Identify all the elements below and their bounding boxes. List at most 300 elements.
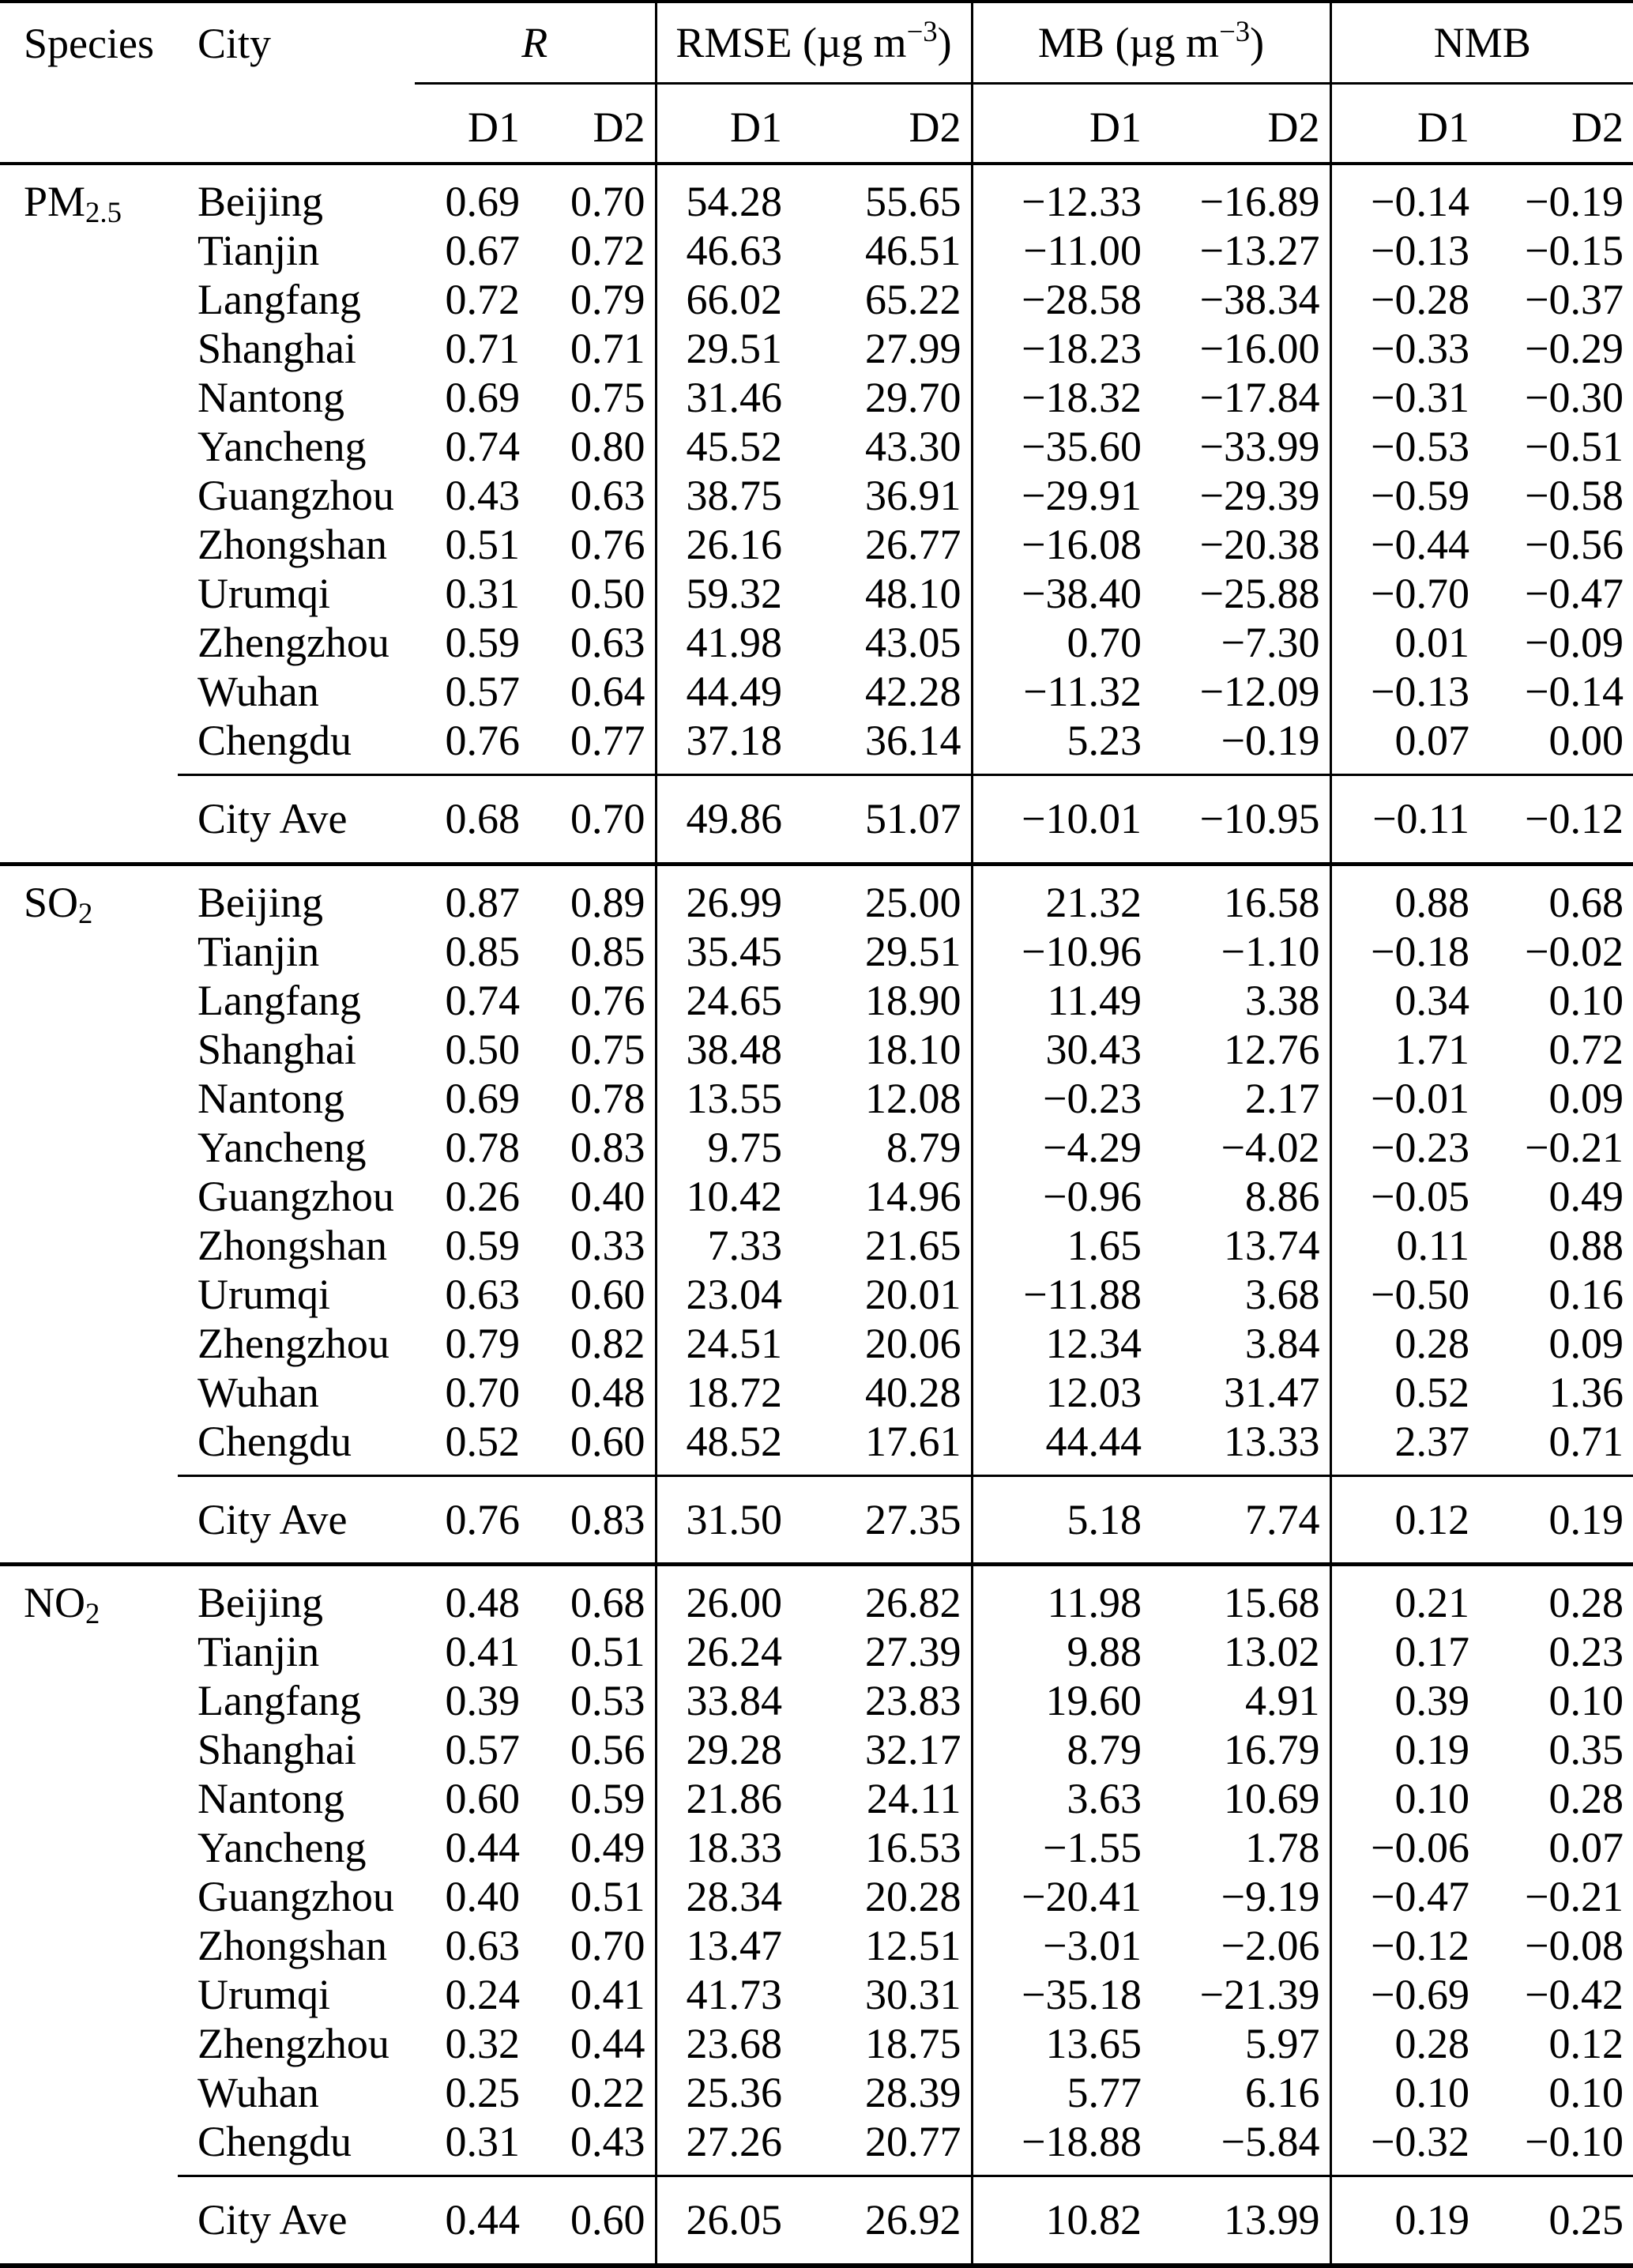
city-cell: Chengdu — [198, 1417, 352, 1465]
value-cell: 0.76 — [570, 976, 645, 1024]
table-row — [0, 275, 1633, 324]
value-cell: 35.45 — [656, 927, 792, 976]
average-value-cell: 51.07 — [792, 775, 972, 865]
value-cell: 3.84 — [1245, 1319, 1320, 1367]
value-cell: −21.39 — [1199, 1971, 1320, 2018]
value-cell: −0.59 — [1330, 471, 1479, 520]
species-subscript: 2 — [78, 896, 93, 929]
value-cell: 0.44 — [570, 2020, 645, 2067]
value-cell: 0.48 — [445, 1579, 520, 1626]
value-cell: 0.17 — [1330, 1627, 1479, 1676]
city-cell: Zhengzhou — [198, 619, 389, 666]
value-cell: −9.19 — [1221, 1873, 1320, 1920]
city-average-row — [0, 775, 1633, 865]
value-cell: 0.01 — [1330, 618, 1479, 667]
value-cell: 0.85 — [445, 927, 520, 975]
species-name: $PM_{2.5}$ — [24, 178, 122, 229]
value-cell: 0.72 — [445, 276, 520, 323]
value-cell: −0.53 — [1330, 422, 1479, 471]
value-cell: 0.69 — [445, 1074, 520, 1122]
average-value-cell: 5.18 — [972, 1475, 1151, 1565]
value-cell: 0.85 — [570, 927, 645, 975]
value-cell: 13.02 — [1224, 1628, 1320, 1675]
value-cell: −5.84 — [1221, 2118, 1320, 2165]
value-cell: 11.98 — [972, 1565, 1151, 1628]
value-cell: 0.44 — [445, 1824, 520, 1871]
value-cell: 0.16 — [1548, 1270, 1624, 1318]
value-cell: 0.70 — [570, 1922, 645, 1969]
value-cell: 0.70 — [445, 1368, 520, 1416]
value-cell: −0.14 — [1330, 164, 1479, 226]
value-cell: 0.49 — [1548, 1172, 1624, 1220]
value-cell: 24.51 — [656, 1319, 792, 1368]
value-cell: −3.01 — [972, 1921, 1151, 1970]
table-row — [0, 927, 1633, 976]
value-cell: 0.71 — [1548, 1417, 1624, 1465]
value-cell: 31.46 — [656, 373, 792, 422]
value-cell: 23.83 — [865, 1677, 961, 1724]
value-cell: −35.18 — [972, 1970, 1151, 2019]
header-sub-nmb-d1: D1 — [1330, 84, 1479, 164]
value-cell: 66.02 — [656, 275, 792, 324]
table-row — [0, 1627, 1633, 1676]
city-average-label: City Ave — [178, 775, 415, 865]
value-cell: 0.34 — [1330, 976, 1479, 1025]
table-row — [0, 324, 1633, 373]
value-cell: 0.22 — [570, 2069, 645, 2116]
city-cell: Guangzhou — [198, 472, 394, 519]
species-subscript: 2 — [85, 1597, 100, 1630]
table-header — [0, 2, 1633, 164]
value-cell: 12.34 — [972, 1319, 1151, 1368]
city-average-row — [0, 2176, 1633, 2266]
value-cell: 0.51 — [570, 1873, 645, 1920]
table-row — [0, 667, 1633, 716]
value-cell: 0.74 — [445, 976, 520, 1024]
value-cell: −18.32 — [972, 373, 1151, 422]
value-cell: 0.10 — [1330, 2068, 1479, 2117]
value-cell: 0.77 — [570, 717, 645, 764]
average-value-cell: 7.74 — [1151, 1475, 1330, 1565]
value-cell: 20.28 — [865, 1873, 961, 1920]
table-row — [0, 1270, 1633, 1319]
value-cell: 36.91 — [865, 472, 961, 519]
header-spacer-species — [0, 84, 178, 164]
value-cell: 0.40 — [570, 1172, 645, 1220]
value-cell: −29.39 — [1199, 472, 1320, 519]
species-label — [0, 864, 178, 1475]
city-cell: Tianjin — [198, 1628, 320, 1675]
city-cell: Langfang — [198, 276, 361, 323]
average-value-cell: 0.60 — [529, 2176, 656, 2266]
average-value-cell: −0.12 — [1479, 775, 1633, 865]
table-row — [0, 569, 1633, 618]
value-cell: 3.68 — [1245, 1270, 1320, 1318]
value-cell: −10.96 — [972, 927, 1151, 976]
value-cell: 0.43 — [570, 2118, 645, 2165]
value-cell: 15.68 — [1224, 1579, 1320, 1626]
header-species-label: Species — [24, 19, 154, 67]
value-cell: 0.35 — [1548, 1726, 1624, 1773]
city-average-row — [0, 1475, 1633, 1565]
value-cell: −0.32 — [1330, 2117, 1479, 2176]
value-cell: 10.42 — [656, 1172, 792, 1221]
value-cell: 0.52 — [1330, 1368, 1479, 1417]
table-row — [0, 716, 1633, 775]
city-cell: Wuhan — [198, 668, 319, 715]
city-cell: Tianjin — [198, 927, 320, 975]
value-cell: 0.23 — [1548, 1628, 1624, 1675]
header-sub-mb-d1: D1 — [972, 84, 1151, 164]
value-cell: 9.75 — [656, 1123, 792, 1172]
value-cell: −0.18 — [1330, 927, 1479, 976]
value-cell: 0.28 — [1548, 1775, 1624, 1822]
table-row — [0, 1221, 1633, 1270]
value-cell: −38.34 — [1199, 276, 1320, 323]
value-cell: 0.79 — [445, 1319, 520, 1367]
species-spacer — [0, 775, 178, 865]
average-value-cell: 0.19 — [1479, 1475, 1633, 1565]
value-cell: −4.29 — [972, 1123, 1151, 1172]
city-cell: Zhengzhou — [198, 1319, 389, 1367]
value-cell: 8.79 — [886, 1123, 961, 1171]
value-cell: −0.33 — [1330, 324, 1479, 373]
value-cell: 1.78 — [1245, 1824, 1320, 1871]
header-sub-r-d1: D1 — [415, 84, 529, 164]
value-cell: −0.47 — [1525, 570, 1624, 617]
value-cell: −16.08 — [972, 520, 1151, 569]
value-cell: 18.90 — [865, 976, 961, 1024]
value-cell: 0.24 — [445, 1971, 520, 2018]
value-cell: 13.47 — [656, 1921, 792, 1970]
table-row — [0, 1368, 1633, 1417]
value-cell: 0.60 — [445, 1775, 520, 1822]
value-cell: 0.26 — [445, 1172, 520, 1220]
table-row — [0, 373, 1633, 422]
species-spacer — [0, 1475, 178, 1565]
value-cell: 29.28 — [656, 1725, 792, 1774]
value-cell: 0.31 — [445, 570, 520, 617]
value-cell: −0.96 — [972, 1172, 1151, 1221]
value-cell: 0.88 — [1548, 1221, 1624, 1269]
value-cell: 0.63 — [445, 1270, 520, 1318]
value-cell: 65.22 — [865, 276, 961, 323]
city-cell: Chengdu — [198, 717, 352, 764]
unit-exponent: −3 — [1219, 14, 1251, 47]
average-value-cell: −0.11 — [1330, 775, 1479, 865]
table-row — [0, 471, 1633, 520]
header-sub-rmse-d1: D1 — [656, 84, 792, 164]
value-cell: 13.65 — [972, 2019, 1151, 2068]
city-cell: Shanghai — [198, 325, 356, 372]
table-row — [0, 422, 1633, 471]
value-cell: −0.50 — [1330, 1270, 1479, 1319]
value-cell: 45.52 — [656, 422, 792, 471]
value-cell: 0.25 — [445, 2069, 520, 2116]
city-cell: Yancheng — [198, 1123, 367, 1171]
value-cell: 44.44 — [972, 1417, 1151, 1476]
value-cell: 23.04 — [656, 1270, 792, 1319]
table-row — [0, 2068, 1633, 2117]
table-row — [0, 1872, 1633, 1921]
value-cell: 27.99 — [865, 325, 961, 372]
value-cell: −0.28 — [1330, 275, 1479, 324]
value-cell: −0.31 — [1330, 373, 1479, 422]
city-cell: Nantong — [198, 374, 344, 421]
table-row — [0, 1074, 1633, 1123]
value-cell: 0.89 — [570, 878, 645, 926]
value-cell: 1.36 — [1548, 1368, 1624, 1416]
value-cell: −0.29 — [1525, 325, 1624, 372]
value-cell: 0.28 — [1548, 1579, 1624, 1626]
value-cell: −18.23 — [972, 324, 1151, 373]
value-cell: 13.55 — [656, 1074, 792, 1123]
value-cell: 30.43 — [972, 1025, 1151, 1074]
city-cell: Zhengzhou — [198, 2020, 389, 2067]
average-value-cell: 26.92 — [792, 2176, 972, 2266]
value-cell: 0.39 — [1330, 1676, 1479, 1725]
value-cell: −17.84 — [1199, 374, 1320, 421]
value-cell: −28.58 — [972, 275, 1151, 324]
value-cell: 17.61 — [865, 1417, 961, 1465]
value-cell: 12.08 — [865, 1074, 961, 1122]
species-name: $SO_2$ — [24, 878, 93, 929]
value-cell: −0.09 — [1525, 619, 1624, 666]
value-cell: −12.09 — [1199, 668, 1320, 715]
value-cell: 0.71 — [445, 325, 520, 372]
value-cell: 0.72 — [570, 227, 645, 274]
value-cell: −0.05 — [1330, 1172, 1479, 1221]
value-cell: −16.89 — [1199, 178, 1320, 225]
value-cell: 20.77 — [865, 2118, 961, 2165]
header-group-r: R — [415, 2, 656, 84]
value-cell: 42.28 — [865, 668, 961, 715]
value-cell: −4.02 — [1221, 1123, 1320, 1171]
value-cell: −0.21 — [1525, 1123, 1624, 1171]
value-cell: 0.49 — [570, 1824, 645, 1871]
value-cell: 5.23 — [972, 716, 1151, 775]
value-cell: −0.69 — [1330, 1970, 1479, 2019]
value-cell: 29.70 — [865, 374, 961, 421]
city-cell: Zhongshan — [198, 1922, 387, 1969]
value-cell: 31.47 — [1224, 1368, 1320, 1416]
value-cell: 46.51 — [865, 227, 961, 274]
table-row — [0, 1970, 1633, 2019]
city-cell: Wuhan — [198, 2069, 319, 2116]
average-value-cell: 49.86 — [656, 775, 792, 865]
value-cell: −0.23 — [972, 1074, 1151, 1123]
table-row — [0, 1725, 1633, 1774]
value-cell: 26.16 — [656, 520, 792, 569]
value-cell: 0.68 — [570, 1579, 645, 1626]
value-cell: 0.32 — [445, 2020, 520, 2067]
value-cell: 0.76 — [445, 717, 520, 764]
value-cell: 10.69 — [1224, 1775, 1320, 1822]
value-cell: −1.55 — [972, 1823, 1151, 1872]
value-cell: 0.80 — [570, 423, 645, 470]
value-cell: −0.10 — [1525, 2118, 1624, 2165]
value-cell: −2.06 — [1221, 1922, 1320, 1969]
value-cell: 5.97 — [1245, 2020, 1320, 2067]
value-cell: 13.33 — [1224, 1417, 1320, 1465]
value-cell: 41.73 — [656, 1970, 792, 2019]
value-cell: 0.41 — [445, 1628, 520, 1675]
value-cell: 14.96 — [865, 1172, 961, 1220]
value-cell: −0.51 — [1525, 423, 1624, 470]
value-cell: −1.10 — [1221, 927, 1320, 975]
species-name: $NO_2$ — [24, 1579, 100, 1630]
value-cell: 7.33 — [656, 1221, 792, 1270]
city-cell: Urumqi — [198, 1971, 330, 2018]
table-row — [0, 1676, 1633, 1725]
city-cell: Wuhan — [198, 1368, 319, 1416]
value-cell: 28.34 — [656, 1872, 792, 1921]
table-row — [0, 1319, 1633, 1368]
value-cell: −0.13 — [1330, 667, 1479, 716]
value-cell: 12.76 — [1224, 1025, 1320, 1073]
city-cell: Yancheng — [198, 423, 367, 470]
city-cell: Beijing — [198, 878, 323, 926]
average-value-cell: 0.83 — [529, 1475, 656, 1565]
value-cell: 0.83 — [570, 1123, 645, 1171]
city-cell: Nantong — [198, 1775, 344, 1822]
value-cell: 0.60 — [570, 1417, 645, 1465]
value-cell: 0.50 — [445, 1025, 520, 1073]
value-cell: 18.33 — [656, 1823, 792, 1872]
value-cell: 21.86 — [656, 1774, 792, 1823]
city-cell: Langfang — [198, 1677, 361, 1724]
city-cell: Chengdu — [198, 2118, 352, 2165]
value-cell: −0.44 — [1330, 520, 1479, 569]
table-row — [0, 1172, 1633, 1221]
value-cell: 0.21 — [1330, 1565, 1479, 1628]
value-cell: 0.76 — [570, 521, 645, 568]
species-spacer — [0, 2176, 178, 2266]
header-group-rmse: RMSE (µg $m^{-3}$) — [656, 2, 972, 84]
table-row — [0, 1823, 1633, 1872]
value-cell: 0.11 — [1330, 1221, 1479, 1270]
value-cell: 41.98 — [656, 618, 792, 667]
section-so2 — [0, 864, 1633, 1565]
value-cell: −11.32 — [972, 667, 1151, 716]
value-cell: 54.28 — [656, 164, 792, 226]
value-cell: 0.10 — [1548, 976, 1624, 1024]
value-cell: 0.07 — [1548, 1824, 1624, 1871]
value-cell: 43.05 — [865, 619, 961, 666]
average-value-cell: 0.44 — [415, 2176, 529, 2266]
value-cell: 0.74 — [445, 423, 520, 470]
value-cell: 26.77 — [865, 521, 961, 568]
value-cell: 0.64 — [570, 668, 645, 715]
value-cell: 59.32 — [656, 569, 792, 618]
value-cell: 26.99 — [656, 864, 792, 927]
value-cell: 0.70 — [972, 618, 1151, 667]
value-cell: 0.70 — [570, 178, 645, 225]
unit-exponent: −3 — [906, 14, 938, 47]
city-cell: Yancheng — [198, 1824, 367, 1871]
value-cell: 20.01 — [865, 1270, 961, 1318]
average-value-cell: 27.35 — [792, 1475, 972, 1565]
table-row — [0, 1774, 1633, 1823]
species-label — [0, 164, 178, 775]
value-cell: 0.59 — [445, 619, 520, 666]
value-cell: 0.79 — [570, 276, 645, 323]
value-cell: −29.91 — [972, 471, 1151, 520]
city-cell: Beijing — [198, 1579, 323, 1626]
value-cell: −0.21 — [1525, 1873, 1624, 1920]
value-cell: 0.67 — [445, 227, 520, 274]
header-sub-rmse-d2: D2 — [792, 84, 972, 164]
value-cell: −33.99 — [1199, 423, 1320, 470]
value-cell: 0.75 — [570, 1025, 645, 1073]
city-cell: Guangzhou — [198, 1873, 394, 1920]
header-sub-mb-d2: D2 — [1151, 84, 1330, 164]
value-cell: 0.48 — [570, 1368, 645, 1416]
value-cell: 43.30 — [865, 423, 961, 470]
value-cell: 0.69 — [445, 178, 520, 225]
header-group-nmb: NMB — [1330, 2, 1633, 84]
city-average-label: City Ave — [178, 2176, 415, 2266]
value-cell: 0.56 — [570, 1726, 645, 1773]
section-pm2.5 — [0, 164, 1633, 864]
value-cell: 26.00 — [656, 1565, 792, 1628]
city-cell: Zhongshan — [198, 1221, 387, 1269]
value-cell: 3.63 — [972, 1774, 1151, 1823]
value-cell: 1.65 — [972, 1221, 1151, 1270]
value-cell: 0.63 — [570, 472, 645, 519]
table-row — [0, 2019, 1633, 2068]
value-cell: 0.78 — [570, 1074, 645, 1122]
value-cell: 2.37 — [1330, 1417, 1479, 1476]
value-cell: 40.28 — [865, 1368, 961, 1416]
value-cell: 0.59 — [445, 1221, 520, 1269]
species-label — [0, 1565, 178, 2176]
value-cell: −0.42 — [1525, 1971, 1624, 2018]
value-cell: 3.38 — [1245, 976, 1320, 1024]
value-cell: −0.01 — [1330, 1074, 1479, 1123]
value-cell: 16.53 — [865, 1824, 961, 1871]
table-row — [0, 1417, 1633, 1476]
value-cell: 8.79 — [972, 1725, 1151, 1774]
value-cell: 19.60 — [972, 1676, 1151, 1725]
value-cell: −0.13 — [1330, 226, 1479, 275]
value-cell: 33.84 — [656, 1676, 792, 1725]
value-cell: 0.57 — [445, 668, 520, 715]
value-cell: 12.51 — [865, 1922, 961, 1969]
value-cell: −0.02 — [1525, 927, 1624, 975]
value-cell: 0.09 — [1548, 1074, 1624, 1122]
value-cell: 48.10 — [865, 570, 961, 617]
value-cell: 0.51 — [570, 1628, 645, 1675]
value-cell: 0.82 — [570, 1319, 645, 1367]
value-cell: 24.65 — [656, 976, 792, 1025]
value-cell: 21.32 — [972, 864, 1151, 927]
value-cell: 25.00 — [865, 878, 961, 926]
value-cell: −0.08 — [1525, 1922, 1624, 1969]
value-cell: 0.12 — [1548, 2020, 1624, 2067]
value-cell: 0.31 — [445, 2118, 520, 2165]
value-cell: 0.10 — [1548, 1677, 1624, 1724]
species-subscript: 2.5 — [85, 196, 122, 229]
value-cell: 0.57 — [445, 1726, 520, 1773]
value-cell: 27.26 — [656, 2117, 792, 2176]
value-cell: 1.71 — [1330, 1025, 1479, 1074]
value-cell: 0.88 — [1330, 864, 1479, 927]
value-cell: 18.72 — [656, 1368, 792, 1417]
value-cell: −11.00 — [972, 226, 1151, 275]
value-cell: 0.60 — [570, 1270, 645, 1318]
value-cell: 25.36 — [656, 2068, 792, 2117]
